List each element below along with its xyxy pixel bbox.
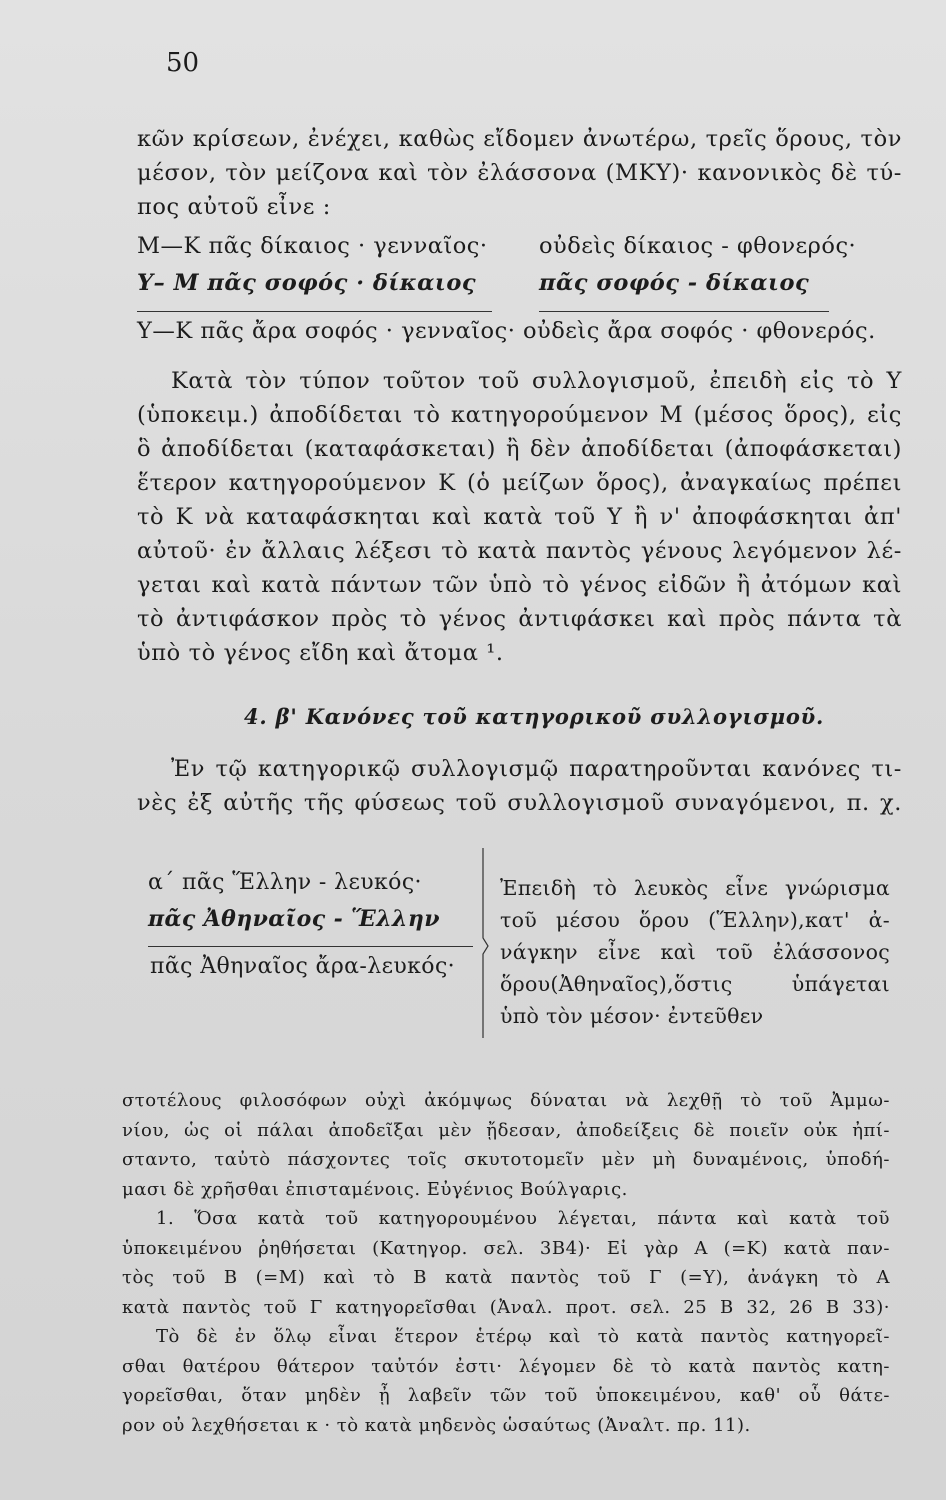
text-line: ὑπὸ τὸ γένος εἴδη καὶ ἄτομα ¹. xyxy=(137,640,504,666)
text-line: γεται καὶ κατὰ πάντων τῶν ὑπὸ τὸ γένος εἰδῶν ἢ ἀτόμων καὶ xyxy=(137,572,902,598)
premise-divider-right xyxy=(539,311,829,312)
example-divider xyxy=(148,946,473,947)
footnote-line: Τὸ δὲ ἐν ὅλῳ εἶναι ἕτερον ἑτέρῳ καὶ τὸ κατὰ παντὸς κατηγορεῖ- xyxy=(156,1326,890,1347)
footnote-line: σθαι θατέρου θάτερον ταὐτόν ἐστι· λέγομεν δὲ τὸ κατὰ παντὸς κατη- xyxy=(122,1355,890,1377)
footnote-line: σταντο, ταὐτὸ πάσχοντες τοῖς σκυτοτομεῖν μὲν μὴ δυναμένοις, ὑποδή- xyxy=(122,1149,890,1170)
text-line: κῶν κρίσεων, ἐνέχει, καθὼς εἴδομεν ἀνωτέρω, τρεῖς ὅρους, τὸν xyxy=(137,126,902,152)
example-major-premise: α΄ πᾶς Ἕλλην - λευκός· xyxy=(148,870,422,895)
explanation-paragraph xyxy=(137,364,902,670)
text-line: τὸ ἀντιφάσκον πρὸς τὸ γένος ἀντιφάσκει καὶ πρὸς πάντα τὰ xyxy=(137,606,902,632)
syllogism-conclusion: Υ—Κ πᾶς ἄρα σοφός · γενναῖος· οὐδεὶς ἄρα σοφός · φθονερός. xyxy=(137,318,876,344)
text-line: Ἐπειδὴ τὸ λευκὸς εἶνε γνώρισμα xyxy=(500,876,890,900)
text-line: αὐτοῦ· ἐν ἄλλαις λέξεσι τὸ κατὰ παντὸς γένους λεγόμενον λέ- xyxy=(137,538,902,564)
intro-paragraph xyxy=(137,122,902,224)
example-conclusion: πᾶς Ἀθηναῖος ἄρα-λευκός· xyxy=(150,954,456,979)
text-line: νάγκην εἶνε καὶ τοῦ ἐλάσσονος xyxy=(500,940,890,964)
footnotes xyxy=(122,1086,890,1440)
brace-divider xyxy=(480,848,490,1038)
text-line: τοῦ μέσου ὅρου (Ἕλλην),κατ' ἀ- xyxy=(500,908,890,932)
section-heading: 4. β' Κανόνες τοῦ κατηγορικοῦ συλλογισμοῦ. xyxy=(244,704,825,729)
negative-minor-premise: πᾶς σοφός - δίκαιος xyxy=(539,270,810,296)
footnote-line: στοτέλους φιλοσόφων οὐχὶ ἀκόμψως δύναται νὰ λεχθῇ τὸ τοῦ Ἀμμω- xyxy=(122,1090,890,1111)
footnote-line: ρον οὐ λεχθήσεται κ · τὸ κατὰ μηδενὸς ὡσαύτως (Ἀναλτ. πρ. 11). xyxy=(122,1414,751,1436)
text-line: πος αὐτοῦ εἶνε : xyxy=(137,194,331,220)
affirmative-major-premise: Μ—Κ πᾶς δίκαιος · γενναῖος· xyxy=(137,233,488,259)
footnote-line: 1. Ὅσα κατὰ τοῦ κατηγορουμένου λέγεται, πάντα καὶ κατὰ τοῦ xyxy=(156,1208,890,1229)
text-line: τὸ Κ νὰ καταφάσκηται καὶ κατὰ τοῦ Υ ἢ ν' ἀποφάσκηται ἀπ' xyxy=(137,504,902,530)
footnote-line: τὸς τοῦ Β (=Μ) καὶ τὸ Β κατὰ παντὸς τοῦ Γ (=Υ), ἀνάγκη τὸ Α xyxy=(122,1267,890,1288)
footnote-line: κατὰ παντὸς τοῦ Γ κατηγορεῖσθαι (Ἀναλ. προτ. σελ. 25 Β 32, 26 Β 33)· xyxy=(122,1296,890,1318)
example-minor-premise: πᾶς Ἀθηναῖος - Ἕλλην xyxy=(148,906,440,932)
affirmative-minor-premise: Υ– Μ πᾶς σοφός · δίκαιος xyxy=(137,270,477,296)
footnote-line: ὑποκειμένου ῥηθήσεται (Κατηγορ. σελ. 3Β4)· Εἰ γὰρ Α (=Κ) κατὰ παν- xyxy=(122,1237,890,1259)
text-line: Ἐν τῷ κατηγορικῷ συλλογισμῷ παρατηροῦνται κανόνες τι- xyxy=(171,756,902,782)
rules-paragraph xyxy=(137,752,902,820)
text-line: ἕτερον κατηγορούμενον Κ (ὁ μείζων ὅρος), ἀναγκαίως πρέπει xyxy=(137,470,902,496)
footnote-line: γορεῖσθαι, ὅταν μηδὲν ᾖ λαβεῖν τῶν τοῦ ὑποκειμένου, καθ' οὗ θάτε- xyxy=(122,1385,890,1406)
negative-major-premise: οὐδεὶς δίκαιος - φθονερός· xyxy=(539,233,857,259)
footnote-line: νίου, ὡς οἱ πάλαι ἀποδεῖξαι μὲν ᾔδεσαν, ἀποδείξεις δὲ ποιεῖν οὐκ ἠπί- xyxy=(122,1119,890,1141)
text-line: ὃ ἀποδίδεται (καταφάσκεται) ἢ δὲν ἀποδίδεται (ἀποφάσκεται) xyxy=(137,436,902,462)
text-line: (ὑποκειμ.) ἀποδίδεται τὸ κατηγορούμενον Μ (μέσος ὅρος), εἰς xyxy=(137,402,902,428)
text-line: νὲς ἐξ αὐτῆς τῆς φύσεως τοῦ συλλογισμοῦ συναγόμενοι, π. χ. xyxy=(137,790,902,816)
page-number: 50 xyxy=(166,48,200,78)
footnote-line: μασι δὲ χρῆσθαι ἐπισταμένοις. Εὐγένιος Βούλγαρις. xyxy=(122,1178,628,1200)
text-line: Κατὰ τὸν τύπον τοῦτον τοῦ συλλογισμοῦ, ἐπειδὴ εἰς τὸ Υ xyxy=(171,368,902,394)
text-line: μέσον, τὸν μείζονα καὶ τὸν ἐλάσσονα (ΜΚΥ)· κανονικὸς δὲ τύ- xyxy=(137,160,902,186)
text-line: ὑπὸ τὸν μέσον· ἐντεῦθεν xyxy=(500,1004,764,1028)
example-explanation xyxy=(500,872,890,1032)
text-line: ὅρου(Ἀθηναῖος),ὅστις ὑπάγεται xyxy=(500,972,890,996)
premise-divider-left xyxy=(137,311,492,312)
